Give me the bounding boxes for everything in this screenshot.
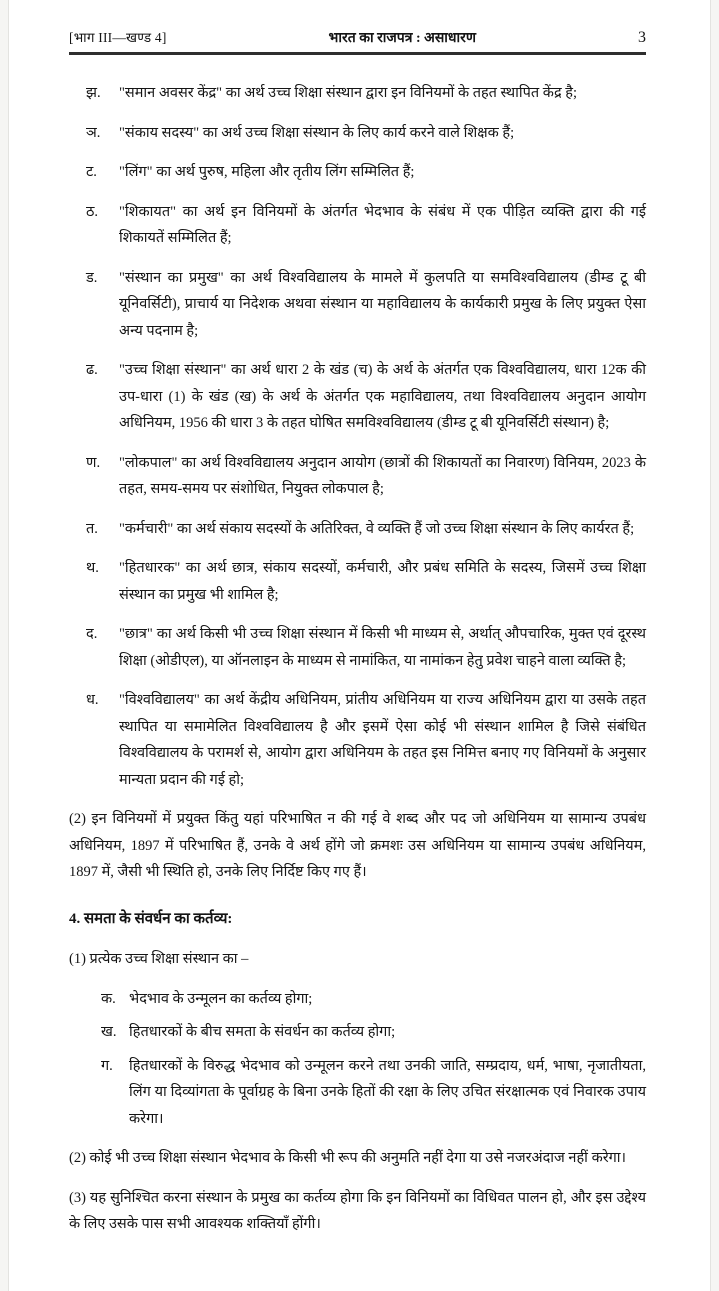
definition-text: "लोकपाल" का अर्थ विश्वविद्यालय अनुदान आयोग (छात्रों की शिकायतों का निवारण) विनियम, 2023 के तहत, समय-समय पर संशोधित, नियुक्त लोकपाल है; [119, 454, 646, 497]
definition-item [69, 265, 646, 345]
definition-item [69, 621, 646, 674]
definition-item [69, 199, 646, 252]
definition-text: "संस्थान का प्रमुख" का अर्थ विश्वविद्यालय के मामले में कुलपति या समविश्वविद्यालय (डीम्ड टू बी यूनिवर्सिटी), प्राचार्य या निदेशक अथवा संस्थान या महाविद्यालय के कार्यकारी प्रमुख के लिए प्रयुक्त ऐसा अन्य पदनाम है; [119, 269, 646, 339]
definition-marker: ध. [86, 692, 99, 708]
header-part-section: [भाग III—खण्ड 4] [69, 30, 167, 45]
definition-text: "उच्च शिक्षा संस्थान" का अर्थ धारा 2 के खंड (च) के अर्थ के अंतर्गत एक विश्वविद्यालय, धारा 12क की उप-धारा (1) के खंड (ख) के अर्थ के अंतर्गत एक महाविद्यालय, तथा विश्वविद्यालय अनुदान आयोग अधिनियम, 1956 की धारा 3 के तहत घोषित समविश्वविद्यालय (डीम्ड टू बी यूनिवर्सिटी संस्थान) है; [119, 362, 646, 431]
definition-marker: ण. [86, 454, 101, 471]
definition-marker: द. [86, 626, 98, 642]
section-4-heading: 4. समता के संवर्धन का कर्तव्य: [69, 910, 233, 927]
sub-clause-text: हितधारकों के बीच समता के संवर्धन का कर्तव्य होगा; [129, 1024, 396, 1040]
gazette-page [8, 0, 711, 1291]
definition-text: "समान अवसर केंद्र" का अर्थ उच्च शिक्षा संस्थान द्वारा इन विनियमों के तहत स्थापित केंद्र है; [119, 85, 577, 101]
definition-marker: थ. [86, 560, 99, 576]
definition-item [69, 120, 646, 147]
definition-marker: ट. [86, 164, 97, 180]
definition-text: "विश्वविद्यालय" का अर्थ केंद्रीय अधिनियम, प्रांतीय अधिनियम या राज्य अधिनियम द्वारा या उसके तहत स्थापित या समामेलित विश्वविद्यालय है और इसमें ऐसा कोई भी संस्थान शामिल है जिसे संबंधित विश्वविद्यालय के परामर्श से, आयोग द्वारा अधिनियम के तहत इस निमित्त बनाए गए विनियमों के अनुसार मान्यता प्रदान की गई हो; [119, 692, 646, 788]
sub-clause-item [69, 986, 646, 1013]
definition-text: "शिकायत" का अर्थ इन विनियमों के अंतर्गत भेदभाव के संबंध में एक पीड़ित व्यक्ति द्वारा की गई शिकायतें सम्मिलित हैं; [119, 203, 646, 246]
definition-text: "संकाय सदस्य" का अर्थ उच्च शिक्षा संस्थान के लिए कार्य करने वाले शिक्षक हैं; [119, 124, 515, 141]
sub-clause-marker: ख. [101, 1024, 117, 1040]
sub-clause-item [69, 1019, 646, 1046]
definition-marker: ढ. [86, 362, 98, 378]
sub-clause-text: भेदभाव के उन्मूलन का कर्तव्य होगा; [129, 990, 313, 1007]
definition-item [69, 80, 646, 107]
definition-item [69, 450, 646, 503]
definition-text: "कर्मचारी" का अर्थ संकाय सदस्यों के अतिरिक्त, वे व्यक्ति हैं जो उच्च शिक्षा संस्थान के लिए कार्यरत हैं; [119, 520, 635, 537]
definition-marker: ञ. [86, 124, 101, 141]
page-number: 3 [638, 29, 646, 46]
definition-text: "छात्र" का अर्थ किसी भी उच्च शिक्षा संस्थान में किसी भी माध्यम से, अर्थात् औपचारिक, मुक्त एवं दूरस्थ शिक्षा (ओडीएल), या ऑनलाइन के माध्यम से नामांकित, या नामांकन हेतु प्रवेश चाहने वाला व्यक्ति है; [119, 626, 646, 669]
sub-clause-item [69, 1053, 646, 1133]
definition-marker: ठ. [86, 203, 99, 220]
header-double-rule [69, 52, 646, 55]
document-body [69, 80, 646, 1238]
section-4-sub-list [69, 986, 646, 1133]
gazette-title: भारत का राजपत्र : असाधारण [328, 31, 477, 46]
sub-clause-marker: क. [101, 990, 116, 1007]
clause-4-2: (2) कोई भी उच्च शिक्षा संस्थान भेदभाव के किसी भी रूप की अनुमति नहीं देगा या उसे नजरअंदाज नहीं करेगा। [69, 1150, 627, 1166]
definition-item [69, 555, 646, 608]
definition-item [69, 687, 646, 793]
sub-clause-text: हितधारकों के विरुद्ध भेदभाव को उन्मूलन करने तथा उनकी जाति, सम्प्रदाय, धर्म, भाषा, नृजातीयता, लिंग या दिव्यांगता के पूर्वाग्रह के बिना उनके हितों की रक्षा के लिए उचित संरक्षात्मक एवं निवारक उपाय करेगा। [129, 1057, 646, 1127]
definition-item [69, 159, 646, 186]
definitions-list [69, 80, 646, 793]
clause-4-3: (3) यह सुनिश्चित करना संस्थान के प्रमुख का कर्तव्य होगा कि इन विनियमों का विधिवत पालन हो, और इस उद्देश्य के लिए उसके पास सभी आवश्यक शक्तियाँ होंगी। [69, 1189, 646, 1232]
clause-3-2: (2) इन विनियमों में प्रयुक्त किंतु यहां परिभाषित न की गई वे शब्द और पद जो अधिनियम या सामान्य उपबंध अधिनियम, 1897 में परिभाषित हैं, उनके वे अर्थ होंगे जो क्रमशः उस अधिनियम या सामान्य उपबंध अधिनियम, 1897 में, जैसी भी स्थिति हो, उनके लिए निर्दिष्ट किए गए हैं। [69, 811, 646, 880]
definition-marker: त. [86, 520, 98, 537]
definition-marker: झ. [86, 85, 101, 101]
definition-item [69, 516, 646, 543]
sub-clause-marker: ग. [101, 1057, 113, 1074]
clause-4-1-intro: (1) प्रत्येक उच्च शिक्षा संस्थान का – [69, 951, 249, 967]
page-header [69, 28, 646, 47]
definition-text: "हितधारक" का अर्थ छात्र, संकाय सदस्यों, कर्मचारी, और प्रबंध समिति के सदस्य, जिसमें उच्च शिक्षा संस्थान का प्रमुख भी शामिल है; [119, 560, 646, 603]
definition-marker: ड. [86, 269, 98, 286]
definition-item [69, 357, 646, 437]
definition-text: "लिंग" का अर्थ पुरुष, महिला और तृतीय लिंग सम्मिलित हैं; [119, 164, 415, 180]
